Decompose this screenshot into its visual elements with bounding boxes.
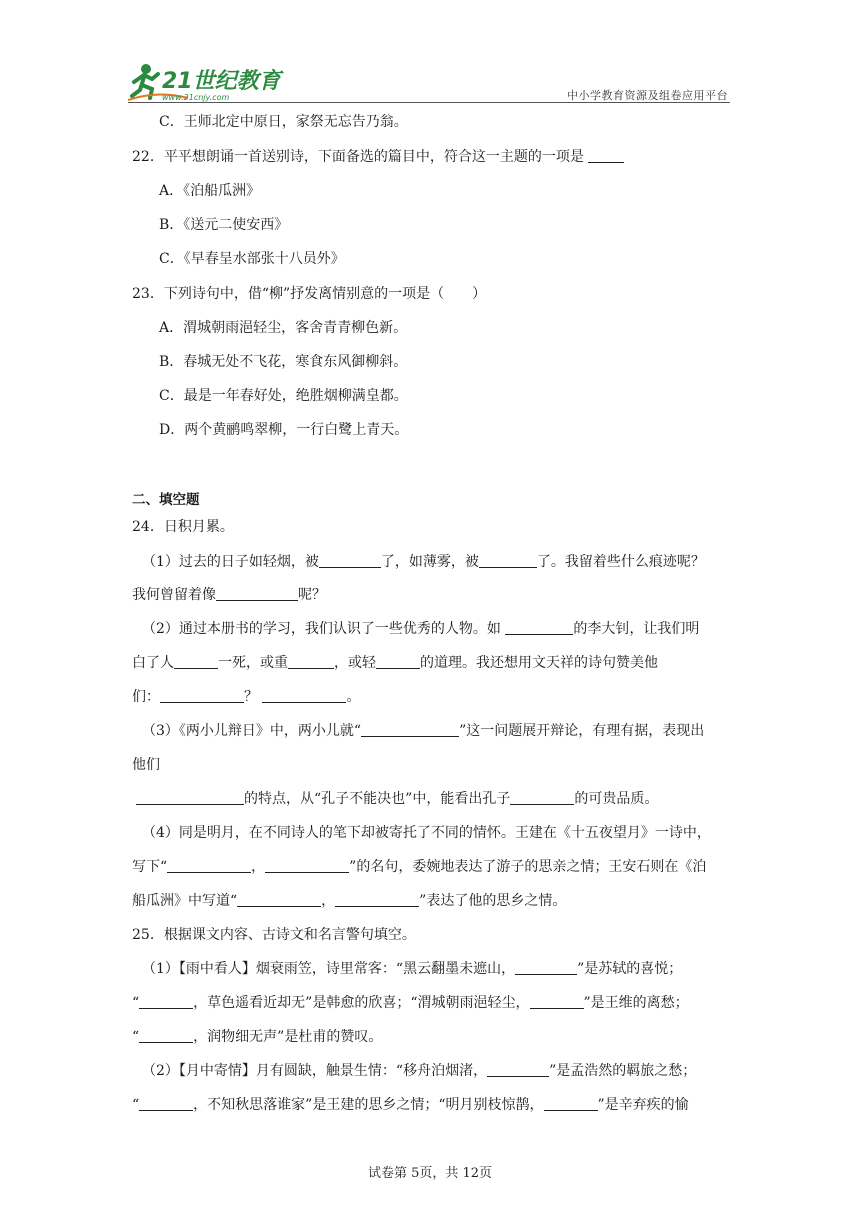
header-divider	[128, 102, 730, 103]
runner-logo-icon	[128, 60, 288, 104]
q22-stem: 22．平平想朗诵一首送别诗，下面备选的篇目中，符合这一主题的一项是	[132, 147, 624, 167]
q22-option: A．《泊船瓜洲》	[159, 183, 261, 199]
q24-stem: 24．日积月累。	[132, 519, 234, 535]
page-number: 试卷第 5页，共 12页	[367, 1166, 493, 1181]
q24-part2-line3: 们： ？ 。	[132, 689, 361, 705]
answer-blank[interactable]	[139, 1096, 193, 1111]
answer-blank[interactable]	[510, 790, 574, 805]
q24-part3-line2: 他们	[132, 757, 160, 773]
answer-blank[interactable]	[530, 994, 584, 1009]
q24-part2-line1: （2）通过本册书的学习，我们认识了一些优秀的人物。如 的李大钊，让我们明	[142, 621, 700, 637]
q24-part4-line1: （4）同是明月，在不同诗人的笔下却被寄托了不同的情怀。王建在《十五夜望月》一诗中，	[142, 825, 711, 841]
q22-option: B．《送元二使安西》	[159, 217, 289, 233]
answer-blank[interactable]	[588, 148, 624, 163]
q23-option: B．春城无处不飞花，寒食东风御柳斜。	[159, 354, 408, 370]
answer-blank[interactable]	[139, 994, 193, 1009]
answer-blank[interactable]	[265, 858, 349, 873]
q23-option: C．最是一年春好处，绝胜烟柳满皇都。	[159, 388, 408, 404]
q24-part4-line2: 写下“ ， ”的名句，委婉地表达了游子的思亲之情；王安石则在《泊	[132, 859, 707, 875]
answer-blank[interactable]	[515, 960, 577, 975]
q22-option: C．《早春呈水部张十八员外》	[159, 251, 345, 267]
section-title: 二、填空题	[132, 492, 200, 508]
answer-blank[interactable]	[487, 1062, 549, 1077]
page-header	[0, 0, 860, 110]
q23-option: D．两个黄鹂鸣翠柳，一行白鹭上青天。	[159, 422, 409, 438]
q25-part1-line2: “ ，草色遥看近却无”是韩愈的欣喜；“渭城朝雨浥轻尘， ”是王维的离愁；	[132, 995, 689, 1011]
site-tagline: 中小学教育资源及组卷应用平台	[567, 89, 728, 102]
q24-part3-line3: 的特点，从“孔子不能决也”中，能看出孔子 的可贵品质。	[132, 789, 658, 809]
answer-blank[interactable]	[174, 654, 218, 669]
answer-blank[interactable]	[376, 654, 420, 669]
q24-part1-line2: 我何曾留着像 呢？	[132, 587, 326, 603]
q24-part4-line3: 船瓜洲》中写道“ ， ”表达了他的思乡之情。	[132, 893, 567, 909]
q25-stem: 25．根据课文内容、古诗文和名言警句填空。	[132, 927, 416, 943]
answer-blank[interactable]	[139, 1028, 193, 1043]
q25-part2-line2: “ ，不知秋思落谁家”是王建的思乡之情；“明月别枝惊鹊， ”是辛弃疾的愉	[132, 1097, 689, 1113]
answer-blank[interactable]	[544, 1096, 598, 1111]
answer-blank[interactable]	[262, 688, 346, 703]
answer-blank[interactable]	[216, 586, 298, 601]
q23-stem: 23．下列诗句中，借“柳”抒发离情别意的一项是（ ）	[132, 286, 487, 302]
answer-blank[interactable]	[237, 892, 321, 907]
q24-part3-line1: （3）《两小儿辩日》中，两小儿就“ ”这一问题展开辩论，有理有据，表现出	[142, 723, 705, 739]
q21-option-c: C．王师北定中原日，家祭无忘告乃翁。	[159, 114, 408, 130]
svg-text:21世纪教育: 21世纪教育	[162, 69, 281, 94]
answer-blank[interactable]	[319, 553, 381, 568]
answer-blank[interactable]	[479, 553, 537, 568]
answer-blank[interactable]	[160, 688, 244, 703]
answer-blank[interactable]	[167, 858, 251, 873]
svg-text:www.21cnjy.com: www.21cnjy.com	[162, 93, 230, 102]
answer-blank[interactable]	[136, 790, 244, 805]
q25-part1-line1: （1）【雨中看人】烟衰雨笠，诗里常客：“黑云翻墨未遮山， ”是苏轼的喜悦；	[142, 961, 683, 977]
answer-blank[interactable]	[288, 654, 334, 669]
answer-blank[interactable]	[335, 892, 419, 907]
q24-part2-line2: 白了人 一死，或重 ，或轻 的道理。我还想用文天祥的诗句赞美他	[132, 655, 658, 671]
q24-part1-line1: （1）过去的日子如轻烟，被 了，如薄雾，被 了。我留着些什么痕迹呢？	[142, 554, 705, 570]
site-logo	[128, 60, 288, 104]
q25-part1-line3: “ ，润物细无声”是杜甫的赞叹。	[132, 1029, 383, 1045]
q25-part2-line1: （2）【月中寄情】月有圆缺，触景生情：“移舟泊烟渚， ”是孟浩然的羁旅之愁；	[142, 1063, 697, 1079]
answer-blank[interactable]	[361, 722, 459, 737]
q23-option: A．渭城朝雨浥轻尘，客舍青青柳色新。	[159, 320, 408, 336]
answer-blank[interactable]	[505, 620, 573, 635]
